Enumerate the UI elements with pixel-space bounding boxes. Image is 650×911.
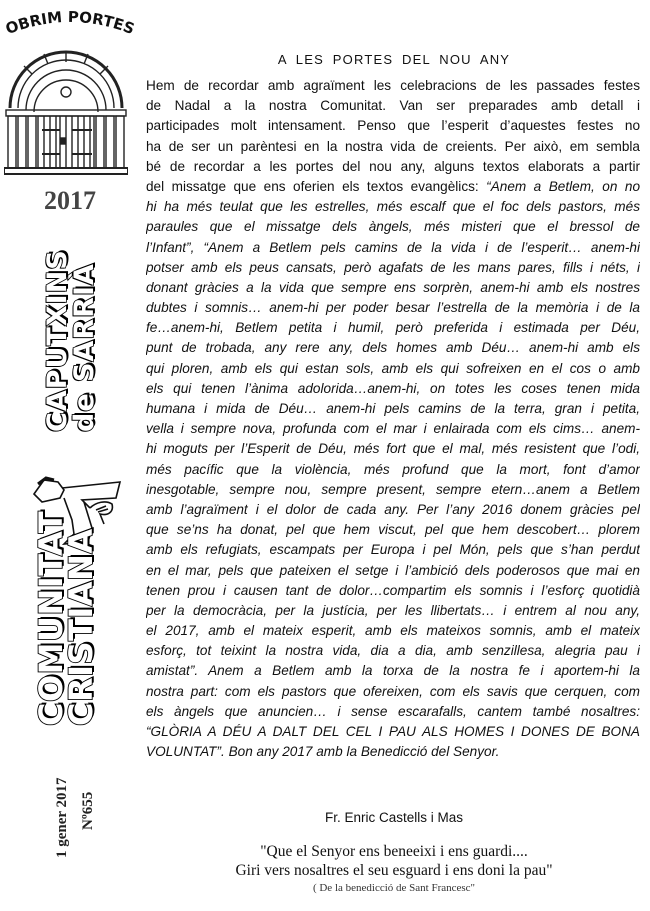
church-door-icon bbox=[4, 48, 128, 178]
blessing-quote-line2: Giri vers nosaltres el seu esguard i ens doni la pau" bbox=[235, 862, 553, 879]
article-line: Hem de recordar amb agraïment les celebracions de les passades festes bbox=[146, 78, 640, 93]
article-line: ha de ser un parèntesi en la nostra vida de creients. Per això, em sembla bbox=[146, 138, 640, 154]
article-line: per la democràcia, per la justícia, per les llibertats… i entrem al nou any, bbox=[146, 602, 640, 618]
publication-name-line1: COMUNITAT bbox=[32, 510, 70, 726]
article-line: amb l’agraïment i el dolor de cada any. Per l’any 2016 donem gràcies pel bbox=[146, 501, 640, 517]
article-line: nostra part: com els pastors que ofereixen, com els savis que cerquen, com bbox=[146, 683, 640, 699]
issue-date: 1 gener 2017 bbox=[54, 777, 70, 858]
logo-arc-text bbox=[0, 2, 140, 42]
article-line: inesgotable, sempre nou, sempre present, sempre etern…anem a Betlem bbox=[146, 481, 640, 497]
article-line: l’Infant”, “Anem a Betlem pels camins de la vida i de l’esperit… anem-hi bbox=[146, 239, 640, 255]
article-line: participades molt intensament. Penso que l’esperit d’aquestes festes no bbox=[146, 118, 640, 134]
svg-text:OBRIM PORTES bbox=[3, 8, 137, 38]
org-name-line1: CAPUTXINS bbox=[42, 249, 73, 432]
article-line: amistat”. Anem a Betlem amb la torxa de la nostra fe i aportem-hi la bbox=[146, 663, 640, 679]
article-line: vella i sempre nova, profunda com el mar i enlairada com els cims… anem- bbox=[146, 421, 640, 437]
article-line bbox=[146, 177, 640, 197]
article-line: hi ha més teulat que les estrelles, més escalf que el foc dels pastors, més bbox=[146, 199, 640, 215]
article-line: fe…anem-hi, Betlem petita i humil, però preferida i estimada per Déu, bbox=[146, 320, 640, 336]
logo-year: 2017 bbox=[44, 186, 96, 215]
publication-name-line2: CRISTIANA bbox=[62, 528, 100, 726]
article-line: dubtes i somnis… anem-hi per poder besar l’estrella de la memòria i de la bbox=[146, 300, 640, 316]
article-line: VOLUNTAT”. Bon any 2017 amb la Benedicció del Senyor. bbox=[146, 744, 500, 760]
article-line: bé de recordar a les portes del nou any, alguns textos elaborats a partir bbox=[146, 158, 640, 174]
article bbox=[146, 0, 642, 911]
article-line: tenen prou i causen tant de dolor…compartim els somnis i l’esforç quotidià bbox=[146, 582, 640, 598]
article-line: que se’ns ha donat, pel que hem viscut, pel que hem descobert… plorem bbox=[146, 522, 640, 538]
article-line: qui ploren, amb els qui estan sols, amb els qui sofreixen en el cos o amb bbox=[146, 360, 640, 376]
article-title: A LES PORTES DEL NOU ANY bbox=[277, 52, 511, 67]
article-line-plain: del missatge que ens oferien els textos evangèlics: bbox=[146, 178, 487, 194]
article-line: més pacífic que la violència, més profund que la mort, font d’amor bbox=[146, 461, 640, 477]
article-line: humana i mida de Déu… anem-hi pels camins de la terra, gran i petita, bbox=[146, 401, 640, 416]
article-line: els àngels que anuncien… i sense escarafalls, cantem també nosaltres: bbox=[146, 703, 640, 719]
org-name-line2: de SARRIÀ bbox=[69, 263, 100, 432]
article-line: potser amb els peus cansats, però agafats de les mans pares, fills i néts, i bbox=[146, 259, 640, 275]
article-line: hi moguts per l’Esperit de Déu, més fort que el mal, més resistent que l’odi, bbox=[146, 441, 640, 457]
blessing-quote-source: ( De la benedicció de Sant Francesc" bbox=[312, 882, 476, 894]
comunitat-cristiana-logo bbox=[32, 510, 100, 726]
article-line: “GLÒRIA A DÉU A DALT DEL CEL I PAU ALS HOMES I DONES DE BONA bbox=[146, 724, 640, 739]
article-line: en el mar, pels que pateixen el setge i l’ambició dels poderosos que mai en bbox=[146, 562, 640, 578]
obrim-portes-logo-title bbox=[0, 2, 140, 42]
article-line: esforç, tot teixint la nostra vida, dia a dia, amb senzillesa, alegria pau i bbox=[146, 643, 640, 659]
article-line-italic: “Anem a Betlem, on no bbox=[486, 178, 640, 194]
article-line: de Nadal a la nostra Comunitat. Van ser preparades amb detall i bbox=[146, 98, 640, 114]
blessing-quote-line1: "Que el Senyor ens beneeixi i ens guardi.... bbox=[260, 843, 528, 860]
article-line: donant gràcies a la vida que sempre ens sorprèn, anem-hi amb els nostres bbox=[146, 279, 640, 295]
logo-title-text: OBRIM PORTES bbox=[3, 7, 137, 39]
blessing-quote bbox=[146, 842, 642, 880]
caputxins-de-sarria-logo bbox=[44, 249, 98, 432]
article-line: paraules que el missatge dels àngels, més misteri que el bressol de bbox=[146, 219, 640, 235]
article-line: amb els refugiats, escampats per Europa i pel Món, pels que s’han perdut bbox=[146, 542, 640, 558]
issue-number: Nº655 bbox=[80, 791, 96, 830]
article-line: punt de trobada, any rere any, dels homes amb Déu… anem-hi amb els bbox=[146, 340, 640, 356]
article-body bbox=[146, 76, 640, 762]
article-signature: Fr. Enric Castells i Mas bbox=[324, 810, 464, 825]
article-line: el 2017, amb el mateix esperit, amb els mateixos somnis, amb el mateix bbox=[146, 623, 640, 639]
article-line: els qui tenen l’ànima adolorida…anem-hi, on totes les coses tenen mida bbox=[146, 380, 640, 396]
sidebar bbox=[0, 0, 140, 911]
